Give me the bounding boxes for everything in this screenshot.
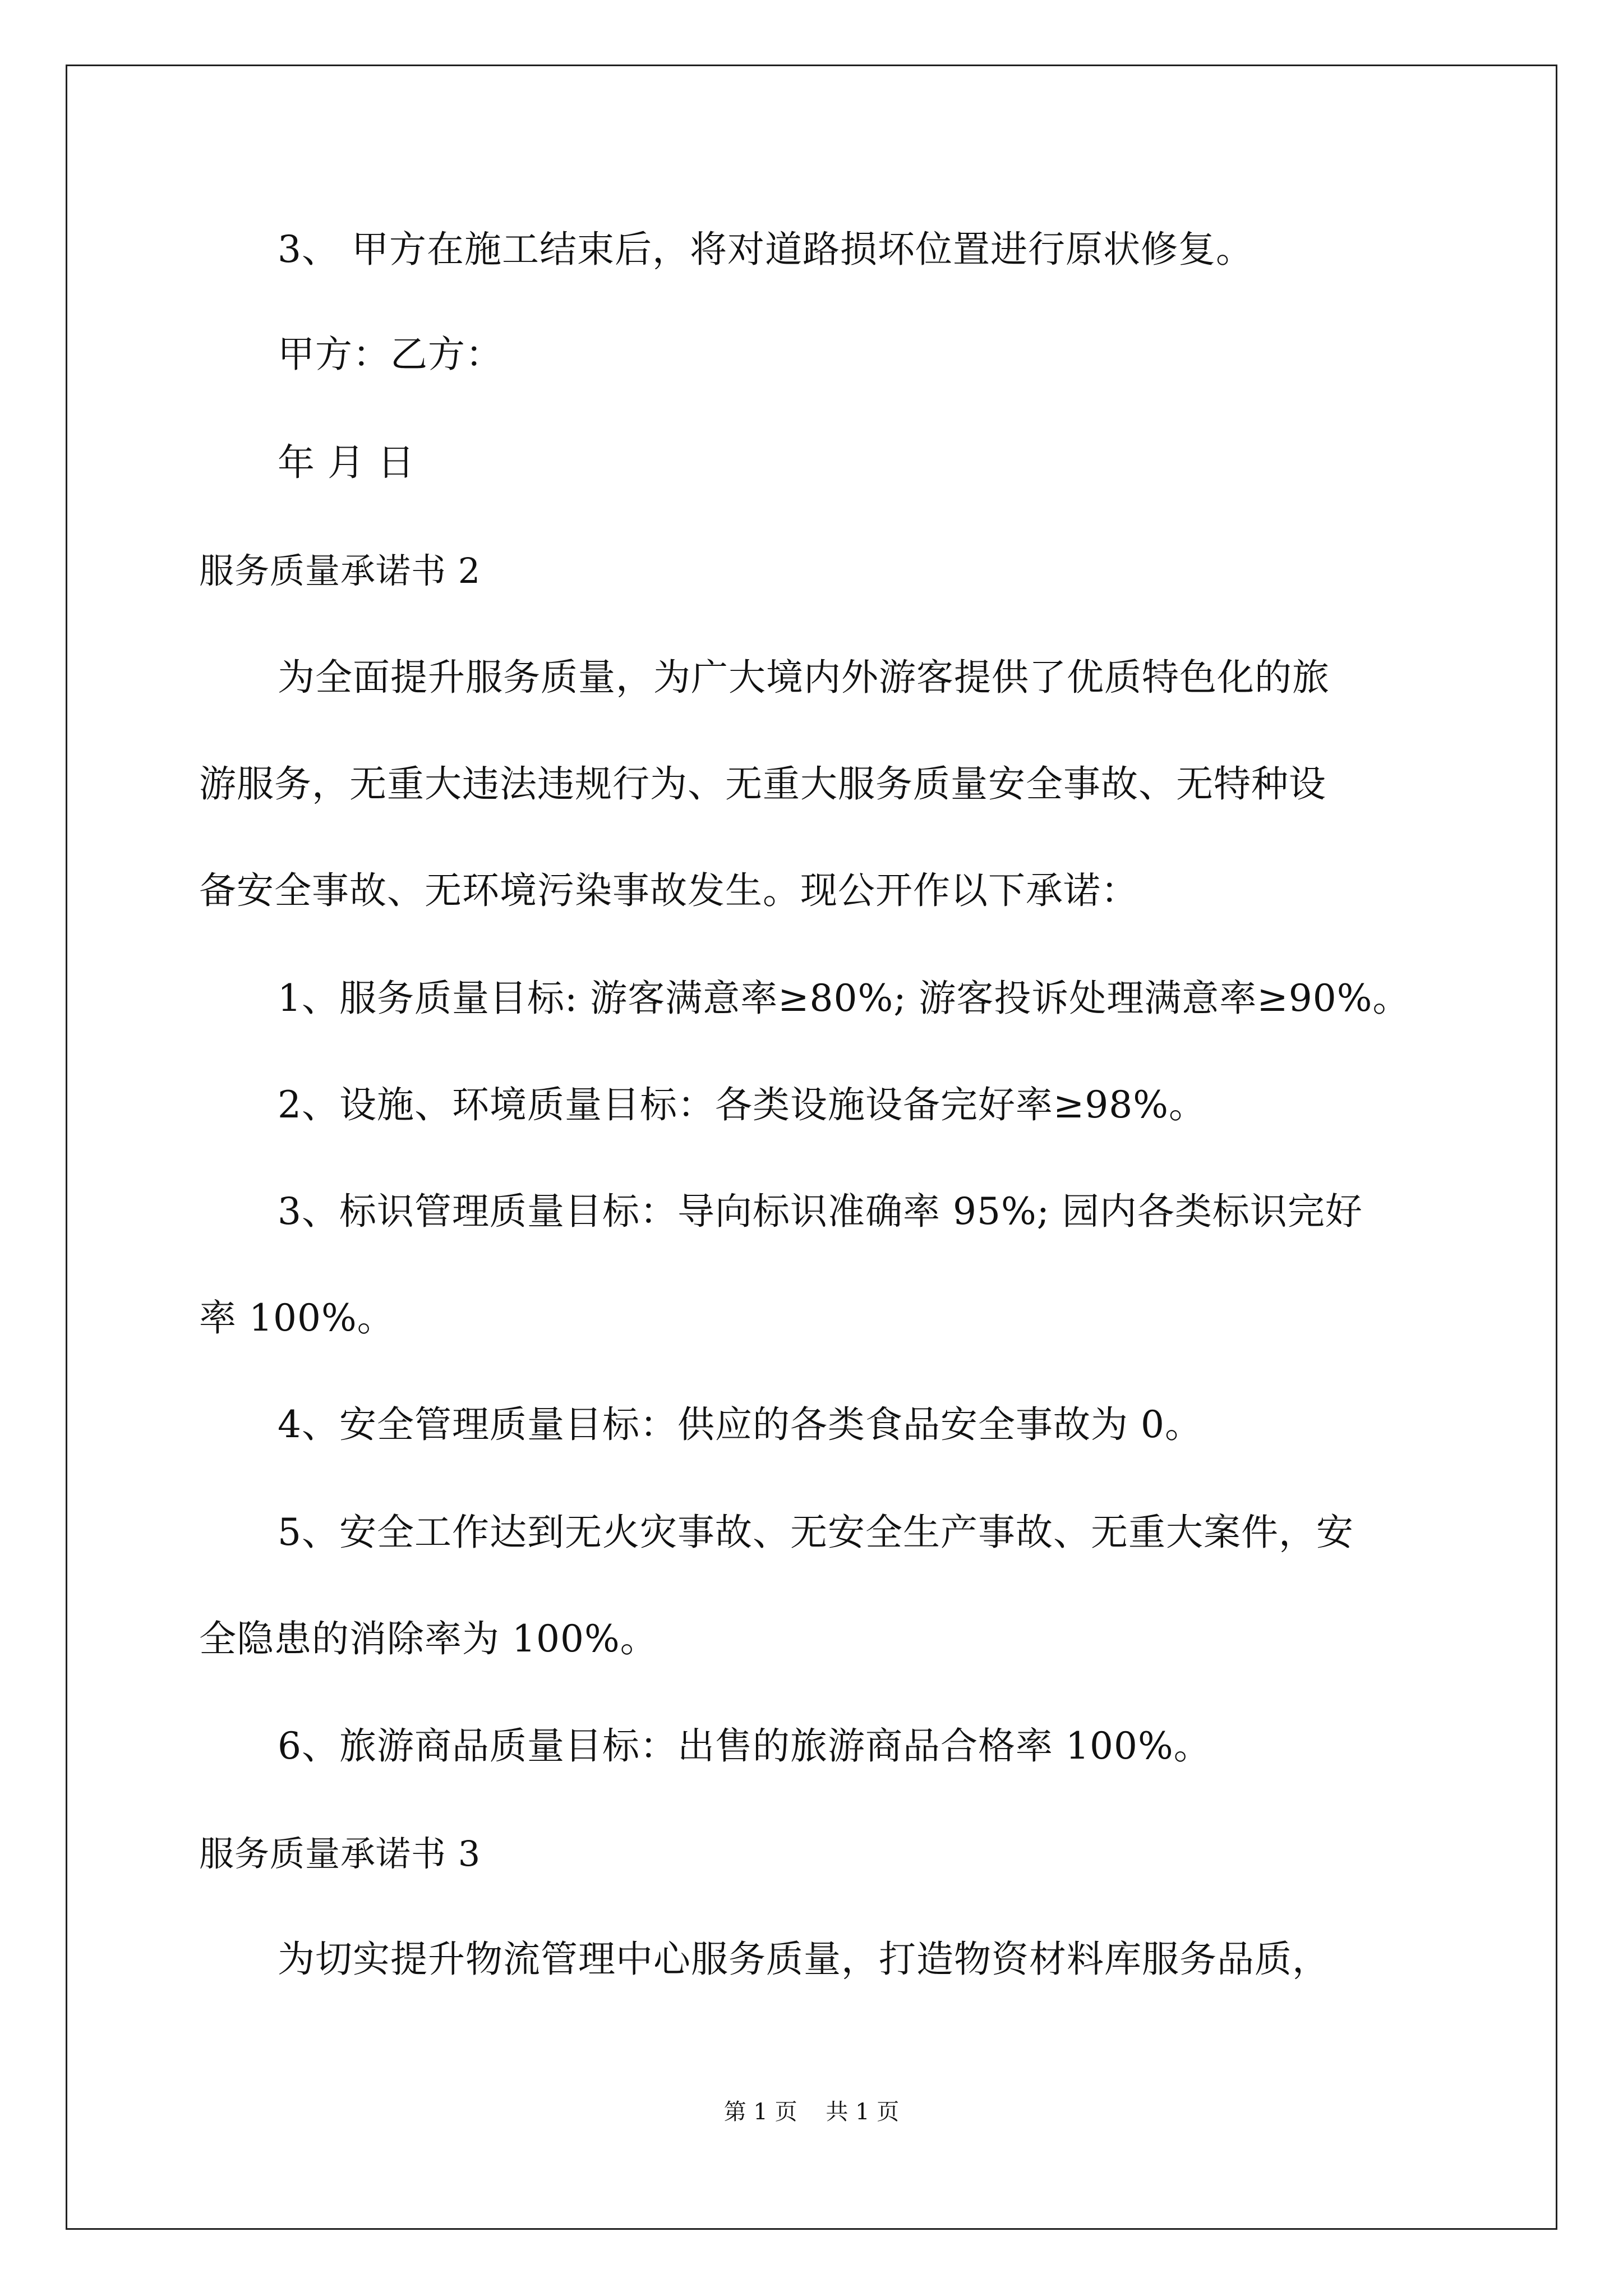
section-heading-2: 服务质量承诺书 2 [199,550,481,591]
list-item-3: 3、标识管理质量目标：导向标识准确率 95%; 园内各类标识完好 [278,1190,1363,1233]
paragraph-line: 为全面提升服务质量，为广大境内外游客提供了优质特色化的旅 [278,656,1330,699]
list-item-5: 5、安全工作达到无火灾事故、无安全生产事故、无重大案件，安 [278,1511,1354,1554]
page-border [66,65,1557,2230]
text-line-repair: 3、 甲方在施工结束后，将对道路损坏位置进行原状修复。 [278,228,1253,271]
list-item-6: 6、旅游商品质量目标：出售的旅游商品合格率 100%。 [278,1724,1211,1768]
list-item-2: 2、设施、环境质量目标：各类设施设备完好率≥98%。 [278,1083,1206,1126]
paragraph-line: 游服务，无重大违法违规行为、无重大服务质量安全事故、无特种设 [199,762,1326,806]
text-line-date: 年 月 日 [278,441,415,484]
paragraph-line: 备安全事故、无环境污染事故发生。现公开作以下承诺： [199,869,1138,912]
page-number-footer: 第 1 页 共 1 页 [723,2099,900,2125]
list-item-4: 4、安全管理质量目标：供应的各类食品安全事故为 0。 [278,1403,1202,1446]
text-line-signatures: 甲方：乙方： [278,333,503,376]
list-item-1: 1、服务质量目标: 游客满意率≥80%; 游客投诉处理满意率≥90%。 [278,977,1410,1020]
paragraph-line: 为切实提升物流管理中心服务质量，打造物资材料库服务品质， [278,1938,1330,1981]
list-item-3-continued: 率 100%。 [199,1296,395,1340]
list-item-5-continued: 全隐患的消除率为 100%。 [199,1617,658,1660]
section-heading-3: 服务质量承诺书 3 [199,1833,481,1874]
